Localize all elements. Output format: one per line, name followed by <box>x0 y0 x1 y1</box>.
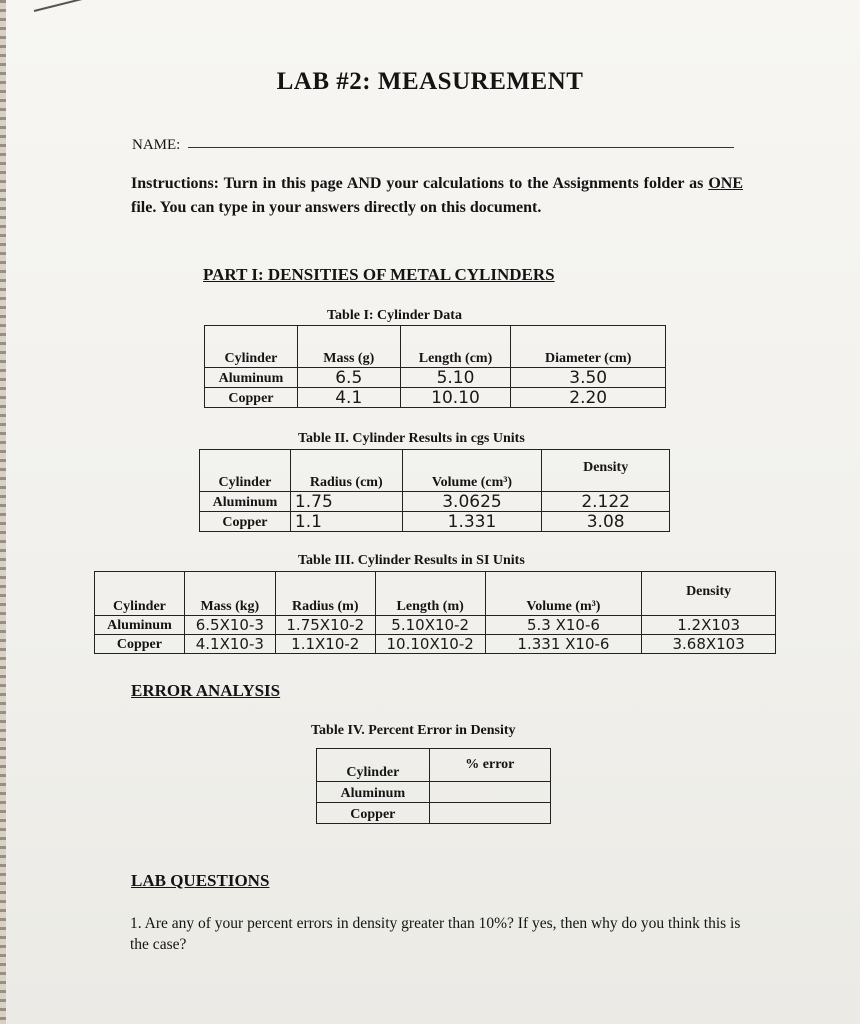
volume-value[interactable]: 5.3 X10-6 <box>485 616 642 635</box>
error-value-cell[interactable] <box>429 803 550 824</box>
table3-caption: Table III. Cylinder Results in SI Units <box>298 553 525 568</box>
page-title: LAB #2: MEASUREMENT <box>276 68 584 95</box>
lab-questions-heading: LAB QUESTIONS <box>131 871 270 890</box>
radius-value[interactable]: 1.75X10-2 <box>275 616 375 635</box>
mass-value[interactable]: 4.1 <box>297 388 400 408</box>
density-value[interactable]: 1.2X103 <box>642 616 776 635</box>
row-label: Aluminum <box>95 616 185 635</box>
volume-value[interactable]: 1.331 <box>402 512 542 532</box>
row-label: Copper <box>317 803 430 824</box>
mass-value[interactable]: 6.5X10-3 <box>184 616 275 635</box>
table-row <box>317 803 551 824</box>
table2-header-cell: Radius (cm) <box>290 450 402 492</box>
density-value[interactable]: 3.68X103 <box>642 635 776 654</box>
density-value[interactable]: 2.122 <box>542 492 670 512</box>
table1-header-row <box>205 326 666 368</box>
table3-header-cell: Cylinder <box>95 572 185 616</box>
diameter-value[interactable]: 3.50 <box>511 368 666 388</box>
table-row <box>205 388 666 408</box>
table4-caption: Table IV. Percent Error in Density <box>311 723 516 738</box>
radius-value[interactable]: 1.75 <box>290 492 402 512</box>
diameter-value[interactable]: 2.20 <box>511 388 666 408</box>
instructions-text-end: file. You can type in your answers directly on this document. <box>131 199 542 216</box>
table-row <box>95 616 776 635</box>
table1-header-cell: Cylinder <box>205 326 298 368</box>
table2-header-row <box>200 450 670 492</box>
length-value[interactable]: 10.10 <box>400 388 511 408</box>
table4-header-cell: % error <box>429 749 550 782</box>
instructions <box>131 172 743 220</box>
volume-value[interactable]: 1.331 X10-6 <box>485 635 642 654</box>
radius-value[interactable]: 1.1X10-2 <box>275 635 375 654</box>
table3-header-cell: Radius (m) <box>275 572 375 616</box>
row-label: Aluminum <box>200 492 291 512</box>
mass-value[interactable]: 6.5 <box>297 368 400 388</box>
density-value[interactable]: 3.08 <box>542 512 670 532</box>
table3-header-cell: Volume (m³) <box>485 572 642 616</box>
table2 <box>199 449 670 532</box>
table3-header-cell: Mass (kg) <box>184 572 275 616</box>
table-row <box>205 368 666 388</box>
table2-header-cell: Volume (cm³) <box>402 450 542 492</box>
table-row <box>317 782 551 803</box>
row-label: Copper <box>95 635 185 654</box>
table3-header-cell: Density <box>642 572 776 616</box>
table-row <box>200 512 670 532</box>
table2-header-cell: Cylinder <box>200 450 291 492</box>
instructions-text: Instructions: Turn in this page AND your calculations to the Assignments folder as <box>131 175 709 192</box>
length-value[interactable]: 5.10X10-2 <box>375 616 485 635</box>
table4-header-cell: Cylinder <box>317 749 430 782</box>
table1 <box>204 325 666 408</box>
name-label: NAME: <box>132 137 181 153</box>
error-value-cell[interactable] <box>429 782 550 803</box>
table-row <box>95 635 776 654</box>
radius-value[interactable]: 1.1 <box>290 512 402 532</box>
row-label: Aluminum <box>205 368 298 388</box>
error-analysis-heading: ERROR ANALYSIS <box>131 681 281 700</box>
row-label: Aluminum <box>317 782 430 803</box>
table2-header-cell: Density <box>542 450 670 492</box>
pen-mark <box>34 0 83 12</box>
volume-value[interactable]: 3.0625 <box>402 492 542 512</box>
instructions-emphasis: ONE <box>708 175 743 192</box>
name-field-line[interactable] <box>188 147 734 148</box>
table1-caption: Table I: Cylinder Data <box>327 308 462 323</box>
table4 <box>316 748 551 824</box>
mass-value[interactable]: 4.1X10-3 <box>184 635 275 654</box>
question-1: 1. Are any of your percent errors in density greater than 10%? If yes, then why do you think this is the case? <box>130 915 741 953</box>
row-label: Copper <box>200 512 291 532</box>
table-row <box>200 492 670 512</box>
part1-heading: PART I: DENSITIES OF METAL CYLINDERS <box>203 265 555 284</box>
row-label: Copper <box>205 388 298 408</box>
table2-caption: Table II. Cylinder Results in cgs Units <box>298 431 525 446</box>
table3-header-cell: Length (m) <box>375 572 485 616</box>
table3-header-row <box>95 572 776 616</box>
length-value[interactable]: 10.10X10-2 <box>375 635 485 654</box>
table1-header-cell: Mass (g) <box>297 326 400 368</box>
table1-header-cell: Diameter (cm) <box>511 326 666 368</box>
binding-edge <box>0 0 6 1024</box>
table4-header-row <box>317 749 551 782</box>
table1-header-cell: Length (cm) <box>400 326 511 368</box>
length-value[interactable]: 5.10 <box>400 368 511 388</box>
table3 <box>94 571 776 654</box>
